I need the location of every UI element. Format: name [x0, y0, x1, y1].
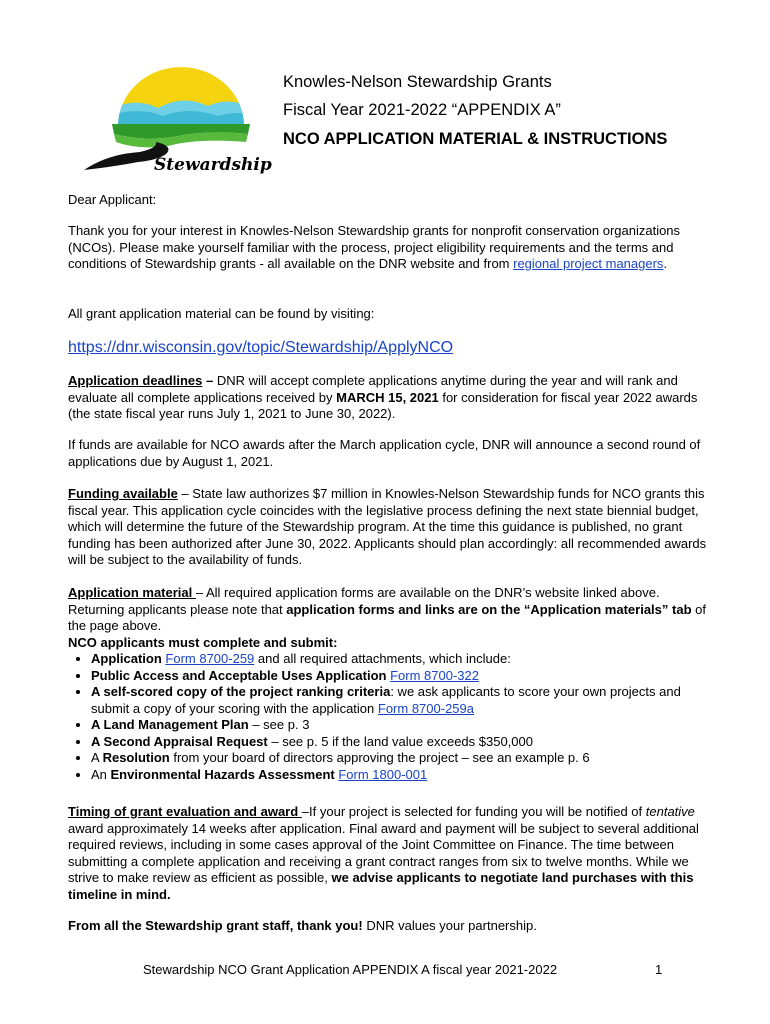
second-round-paragraph: If funds are available for NCO awards after the March application cycle, DNR will announce a second round of applications due by August 1, 2021.: [68, 437, 701, 469]
item-text: – see p. 3: [248, 717, 310, 732]
deadlines-dash: –: [202, 373, 217, 388]
closing-bold: From all the Stewardship grant staff, thank you!: [68, 918, 363, 933]
deadlines-paragraph: [68, 373, 708, 423]
list-item: [91, 651, 708, 668]
requirements-list: [68, 651, 708, 783]
material-text1: – All required application forms are available on the DNR’s website linked above. Returning applicants please note that: [68, 585, 660, 617]
form-8700-259-link[interactable]: Form 8700-259: [165, 651, 255, 666]
regional-project-managers-link[interactable]: regional project managers: [513, 256, 664, 271]
intro-paragraph: [68, 223, 708, 273]
item-bold: A Second Appraisal Request: [91, 733, 268, 749]
item-bold: A self-scored copy of the project ranking criteria: [91, 684, 391, 699]
timing-text1: –If your project is selected for funding you will be notified of: [301, 804, 646, 819]
deadlines-text2: for consideration for fiscal year 2022 awards (the state fiscal year runs July 1, 2021 to June 30, 2022).: [68, 389, 698, 421]
must-submit-heading: [68, 635, 708, 652]
item-bold: A Land Management Plan: [91, 717, 249, 732]
item-bold: Environmental Hazards Assessment: [110, 766, 335, 782]
list-item: [91, 668, 708, 685]
timing-heading: Timing of grant evaluation and award: [68, 804, 302, 819]
footer-text: Stewardship NCO Grant Application APPENDIX A fiscal year 2021-2022: [143, 962, 558, 977]
header-nco-title: NCO APPLICATION MATERIAL & INSTRUCTIONS: [283, 130, 668, 148]
list-item: [91, 750, 708, 767]
item-text: from your board of directors approving the project – see an example p. 6: [169, 750, 590, 765]
main-link-line: [68, 340, 708, 357]
stewardship-logo: [78, 66, 278, 178]
deadlines-heading: Application deadlines: [68, 373, 203, 388]
deadlines-date: MARCH 15, 2021: [336, 389, 439, 405]
all-material-text: All grant application material can be found by visiting:: [68, 306, 375, 321]
timing-italic: tentative: [645, 804, 695, 819]
material-section: [68, 585, 708, 783]
header-fiscal-year: Fiscal Year 2021-2022 “APPENDIX A”: [283, 101, 561, 119]
item-bold: Public Access and Acceptable Uses Application: [91, 667, 387, 683]
funding-text: – State law authorizes $7 million in Knowles-Nelson Stewardship funds for NCO grants this fiscal year. This application cycle coincides with the legislative process defining the next state biennial budget, which will determine the future of the Stewardship program. At the time this guidance is published, no grant funding has been authorized after June 30, 2022. Applicants should plan accordingly: all recommended awards will be subject to the availability of funds.: [68, 486, 707, 567]
material-text2: of the page above.: [68, 601, 706, 633]
header-title: Knowles-Nelson Stewardship Grants: [283, 73, 552, 91]
logo-text: Stewardship: [154, 155, 272, 175]
list-item: [91, 767, 708, 784]
apply-nco-link[interactable]: https://dnr.wisconsin.gov/topic/Stewardship/ApplyNCO: [68, 339, 454, 356]
item-lead: An: [91, 766, 111, 782]
item-text: and all required attachments, which include:: [254, 651, 511, 666]
item-bold: Application: [91, 651, 162, 666]
form-8700-259a-link[interactable]: Form 8700-259a: [377, 700, 474, 716]
form-1800-001-link[interactable]: Form 1800-001: [338, 766, 428, 782]
intro-text: Thank you for your interest in Knowles-Nelson Stewardship grants for nonprofit conservation organizations (NCOs). Please make yourself familiar with the process, project eligibility requirements and the terms and conditions of Stewardship grants - all available on the DNR website and from: [68, 223, 681, 271]
funding-heading: Funding available: [68, 486, 178, 501]
page-number: 1: [655, 962, 663, 977]
material-paragraph: [68, 585, 708, 635]
timing-bold: we advise applicants to negotiate land purchases with this timeline in mind.: [68, 870, 694, 902]
item-text: – see p. 5 if the land value exceeds $350,000: [267, 733, 533, 749]
closing-paragraph: [68, 918, 708, 935]
item-bold: Resolution: [102, 750, 170, 765]
material-heading: Application material: [68, 585, 196, 600]
item-lead: A: [91, 750, 103, 765]
greeting: Dear Applicant:: [68, 192, 157, 207]
item-text: : we ask applicants to score your own projects and submit a copy of your scoring with the application: [91, 684, 681, 716]
intro-end: .: [663, 256, 668, 271]
must-submit-text: NCO applicants must complete and submit:: [68, 634, 338, 650]
material-bold: application forms and links are on the “Application materials” tab: [286, 601, 692, 617]
list-item: [91, 734, 708, 751]
timing-paragraph: [68, 804, 708, 903]
list-item: [91, 684, 708, 717]
closing-text: DNR values your partnership.: [362, 918, 537, 933]
deadlines-text1: DNR will accept complete applications anytime during the year and will rank and evaluate all complete applications received by: [68, 373, 678, 405]
form-8700-322-link[interactable]: Form 8700-322: [390, 667, 479, 683]
funding-paragraph: [68, 486, 708, 569]
timing-text2: award approximately 14 weeks after application. Final award and payment will be subject to several additional required reviews, including in some cases approval of the Joint Committee on Finance. The time between submitting a complete application and receiving a grant contract ranges from six to twelve months. While we strive to make review as efficient as possible,: [68, 820, 699, 885]
list-item: [91, 717, 708, 734]
